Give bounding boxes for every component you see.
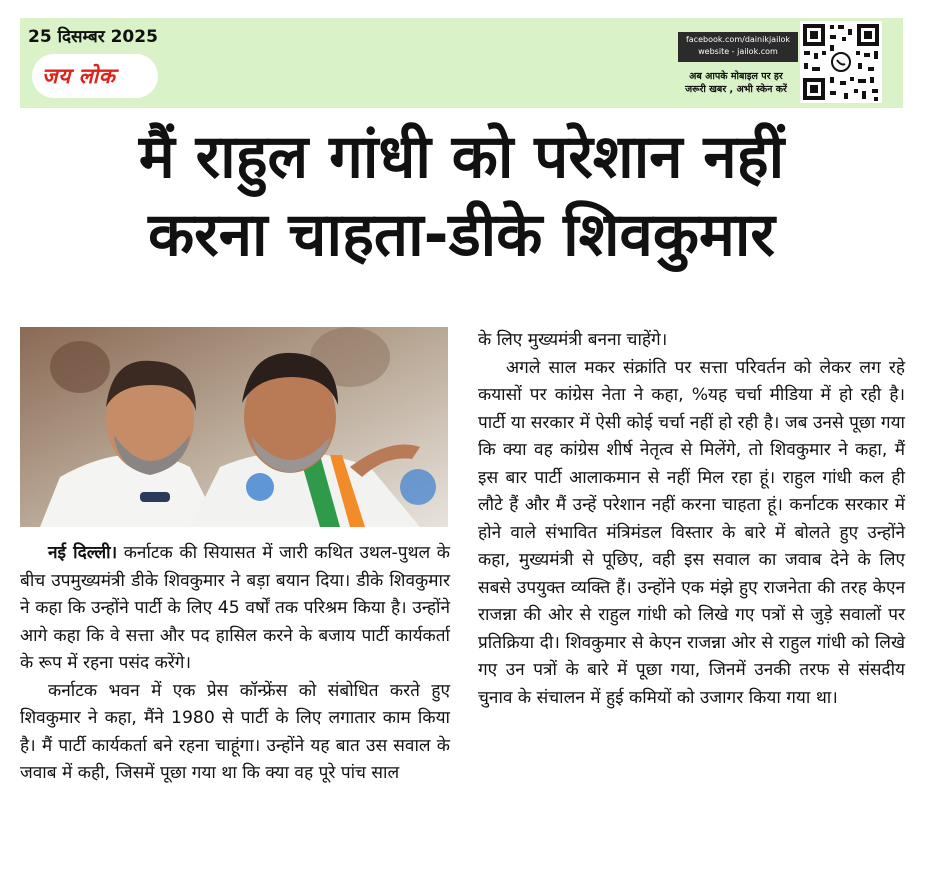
scan-line-2: जरूरी खबर , अभी स्केन करें: [685, 84, 787, 95]
social-links[interactable]: [678, 32, 798, 62]
article-column-right: [478, 327, 905, 712]
scan-line-1: अब आपके मोबाइल पर हर: [689, 71, 783, 82]
masthead: [20, 18, 903, 108]
news-photo: [20, 327, 448, 527]
paragraph-2: कर्नाटक भवन में एक प्रेस कॉन्फ्रेंस को संबोधित करते हुए शिवकुमार ने कहा, मैंने 1980 से पार्टी के लिए लगातार काम किया है। मैं पार्टी कार्यकर्ता बने रहना चाहूंगा। उन्होंने यह बात उस सवाल के जवाब में कही, जिसमें पूछा गया था कि क्या वह पूरे पांच साल: [20, 680, 450, 783]
issue-date: 25 दिसम्बर 2025: [28, 27, 158, 47]
headline-line-2: करना चाहता-डीके शिवकुमार: [148, 200, 775, 270]
facebook-link[interactable]: facebook.com/dainikjailok: [685, 35, 791, 44]
headline-line-1: मैं राहुल गांधी को परेशान नहीं: [138, 122, 785, 192]
paragraph-1-text: कर्नाटक की सियासत में जारी कथित उथल-पुथल के बीच उपमुख्यमंत्री डीके शिवकुमार ने बड़ा बयान दिया। डीके शिवकुमार ने कहा कि उन्होंने पार्टी के लिए 45 वर्षों तक परिश्रम किया है। उन्होंने आगे कहा कि वे सत्ता और पद हासिल करने के बजाय पार्टी कार्यकर्ता के रूप में रहना पसंद करेंगे।: [20, 543, 450, 673]
article-column-left: [20, 540, 450, 788]
paragraph-3: के लिए मुख्यमंत्री बनना चाहेंगे।: [478, 330, 668, 350]
logo-text: [42, 62, 115, 90]
paragraph-4: अगले साल मकर संक्रांति पर सत्ता परिवर्तन को लेकर लग रहे कयासों पर कांग्रेस नेता ने कहा, %यह चर्चा मीडिया में हो रही है। पार्टी या सरकार में ऐसी कोई चर्चा नहीं हो रही है। जब उनसे पूछा गया कि क्या वह कांग्रेस शीर्ष नेतृत्व से मिलेंगे, तो शिवकुमार ने कहा, मैं इस बार पार्टी आलाकमान से नहीं मिल रहा हूं। राहुल गांधी कल ही लौटे हैं और मैं उन्हें परेशान नहीं करना चाहता हूं। कर्नाटक सरकार में होने वाले संभावित मंत्रिमंडल विस्तार के बारे में बोलते हुए उन्होंने कहा, मुख्यमंत्री से पूछिए, वही इस सवाल का जवाब देने के लिए सबसे उपयुक्त व्यक्ति हैं। उन्होंने एक मंझे हुए राजनेता की तरह केएन राजन्ना की ओर से राहुल गांधी को लिखे गए पत्रों से जुड़े सवालों पर प्रतिक्रिया दी। शिवकुमार से केएन राजन्ना ओर से राहुल गांधी को लिखे गए उन पत्रों के बारे में पूछा गया, जिनमें उनकी तरफ से संसदीय चुनाव के संचालन में हुई कमियों को उजागर किया गया था।: [478, 357, 905, 708]
logo-wordmark: जय लोक: [42, 64, 116, 88]
website-link[interactable]: website - jailok.com: [698, 47, 778, 56]
newspaper-logo[interactable]: [32, 54, 158, 98]
headline: [20, 118, 903, 274]
dateline: नई दिल्ली।: [48, 543, 118, 563]
qr-code-icon[interactable]: [800, 21, 882, 103]
paragraph-1: [20, 540, 450, 678]
scan-prompt: [672, 70, 800, 96]
